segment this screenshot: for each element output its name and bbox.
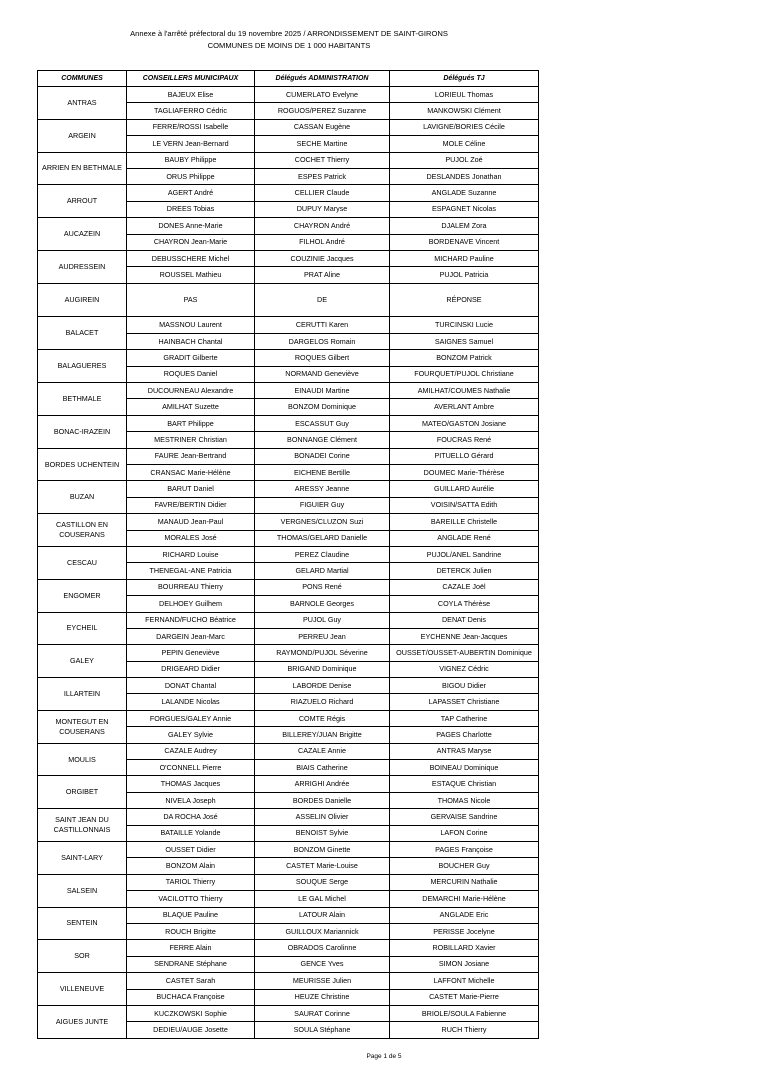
delegue-tj-cell: VOISIN/SATTA Edith [390, 497, 539, 513]
commune-cell: ARGEIN [38, 119, 127, 152]
page-number: Page 1 de 5 [366, 1053, 402, 1060]
conseiller-cell: THENEGAL-ANE Patricia [127, 563, 255, 579]
table-row [38, 152, 539, 168]
delegue-administration-cell: GENCE Yves [255, 956, 390, 972]
delegue-tj-cell: LORIEUL Thomas [390, 87, 539, 103]
conseiller-cell: PEPIN Geneviève [127, 645, 255, 661]
delegue-administration-cell: LE GAL Michel [255, 891, 390, 907]
delegue-tj-cell: BORDENAVE Vincent [390, 234, 539, 250]
delegue-administration-cell: CELLIER Claude [255, 185, 390, 201]
conseiller-cell: BAUBY Philippe [127, 152, 255, 168]
delegue-administration-cell: SAURAT Corinne [255, 1005, 390, 1021]
conseiller-cell: DREES Tobias [127, 201, 255, 217]
delegue-tj-cell: RÉPONSE [390, 283, 539, 317]
conseiller-cell: AGERT André [127, 185, 255, 201]
delegue-administration-cell: DARGELOS Romain [255, 333, 390, 349]
conseiller-cell: LE VERN Jean-Bernard [127, 136, 255, 152]
delegue-administration-cell: SECHE Martine [255, 136, 390, 152]
delegue-administration-cell: COUZINIE Jacques [255, 250, 390, 266]
column-header-communes: COMMUNES [38, 71, 127, 87]
delegue-tj-cell: BIGOU Didier [390, 678, 539, 694]
table-row [38, 579, 539, 595]
delegue-administration-cell: ARRIGHI Andrée [255, 776, 390, 792]
conseiller-cell: TARIOL Thierry [127, 874, 255, 890]
delegue-tj-cell: ANTRAS Maryse [390, 743, 539, 759]
commune-cell: EYCHEIL [38, 612, 127, 645]
table-row [38, 350, 539, 366]
table-row [38, 514, 539, 530]
delegue-tj-cell: LAPASSET Christiane [390, 694, 539, 710]
delegue-tj-cell: ROBILLARD Xavier [390, 940, 539, 956]
delegue-tj-cell: AVERLANT Ambre [390, 399, 539, 415]
delegue-administration-cell: FIGUIER Guy [255, 497, 390, 513]
delegue-administration-cell: RAYMOND/PUJOL Séverine [255, 645, 390, 661]
delegue-tj-cell: DENAT Denis [390, 612, 539, 628]
delegue-tj-cell: ANGLADE René [390, 530, 539, 546]
delegue-administration-cell: DE [255, 283, 390, 317]
document-header [0, 28, 578, 52]
delegue-administration-cell: DUPUY Maryse [255, 201, 390, 217]
table-row [38, 940, 539, 956]
table-row [38, 710, 539, 726]
table-row [38, 87, 539, 103]
delegue-administration-cell: PERREU Jean [255, 628, 390, 644]
delegue-administration-cell: BORDES Danielle [255, 792, 390, 808]
delegue-tj-cell: TURCINSKI Lucie [390, 317, 539, 333]
conseiller-cell: BAJEUX Elise [127, 87, 255, 103]
table-row [38, 973, 539, 989]
delegue-administration-cell: BENOIST Sylvie [255, 825, 390, 841]
delegue-administration-cell: ARESSY Jeanne [255, 481, 390, 497]
commune-cell: SOR [38, 940, 127, 973]
delegue-tj-cell: BOINEAU Dominique [390, 760, 539, 776]
commune-cell: AIGUES JUNTE [38, 1005, 127, 1038]
commune-cell: BALAGUERES [38, 350, 127, 383]
delegue-tj-cell: PAGES Charlotte [390, 727, 539, 743]
table-row [38, 645, 539, 661]
conseiller-cell: GALEY Sylvie [127, 727, 255, 743]
conseiller-cell: KUCZKOWSKI Sophie [127, 1005, 255, 1021]
conseiller-cell: FAURE Jean-Bertrand [127, 448, 255, 464]
delegue-administration-cell: MEURISSE Julien [255, 973, 390, 989]
delegue-tj-cell: LAFFONT Michelle [390, 973, 539, 989]
delegue-administration-cell: COMTE Régis [255, 710, 390, 726]
table-row [38, 841, 539, 857]
column-header-delegues-tj: Délégués TJ [390, 71, 539, 87]
conseiller-cell: GRADIT Gilberte [127, 350, 255, 366]
conseiller-cell: FORGUES/GALEY Annie [127, 710, 255, 726]
conseiller-cell: CAZALE Audrey [127, 743, 255, 759]
delegue-tj-cell: THOMAS Nicole [390, 792, 539, 808]
delegue-administration-cell: COCHET Thierry [255, 152, 390, 168]
conseiller-cell: CHAYRON Jean-Marie [127, 234, 255, 250]
delegue-tj-cell: ANGLADE Suzanne [390, 185, 539, 201]
commune-cell: AUDRESSEIN [38, 250, 127, 283]
conseiller-cell: CASTET Sarah [127, 973, 255, 989]
delegue-tj-cell: BOUCHER Guy [390, 858, 539, 874]
delegue-tj-cell: BONZOM Patrick [390, 350, 539, 366]
delegue-tj-cell: DESLANDES Jonathan [390, 168, 539, 184]
delegue-administration-cell: ROQUES Gilbert [255, 350, 390, 366]
conseiller-cell: ROUCH Brigitte [127, 923, 255, 939]
table-row [38, 185, 539, 201]
delegue-tj-cell: DEMARCHI Marie-Hélène [390, 891, 539, 907]
delegue-administration-cell: LABORDE Denise [255, 678, 390, 694]
delegue-administration-cell: VERGNES/CLUZON Suzi [255, 514, 390, 530]
delegue-tj-cell: CAZALE Joël [390, 579, 539, 595]
conseiller-cell: THOMAS Jacques [127, 776, 255, 792]
delegue-administration-cell: CASSAN Eugène [255, 119, 390, 135]
conseiller-cell: BATAILLE Yolande [127, 825, 255, 841]
delegue-administration-cell: BRIGAND Dominique [255, 661, 390, 677]
delegue-tj-cell: PERISSE Jocelyne [390, 923, 539, 939]
delegue-tj-cell: FOUCRAS René [390, 432, 539, 448]
table-row [38, 874, 539, 890]
delegue-tj-cell: OUSSET/OUSSET-AUBERTIN Dominique [390, 645, 539, 661]
delegue-administration-cell: ESPES Patrick [255, 168, 390, 184]
delegue-tj-cell: DJALEM Zora [390, 218, 539, 234]
commune-cell: CASTILLON EN COUSERANS [38, 514, 127, 547]
conseiller-cell: BOURREAU Thierry [127, 579, 255, 595]
delegue-tj-cell: RUCH Thierry [390, 1022, 539, 1038]
delegue-tj-cell: TAP Catherine [390, 710, 539, 726]
commune-cell: AUGIREIN [38, 283, 127, 317]
delegue-tj-cell: PITUELLO Gérard [390, 448, 539, 464]
conseiller-cell: PAS [127, 283, 255, 317]
conseiller-cell: ROQUES Daniel [127, 366, 255, 382]
table-row [38, 907, 539, 923]
delegue-tj-cell: EYCHENNE Jean-Jacques [390, 628, 539, 644]
conseiller-cell: NIVELA Joseph [127, 792, 255, 808]
delegue-administration-cell: BONADEI Corine [255, 448, 390, 464]
commune-cell: ILLARTEIN [38, 678, 127, 711]
delegue-tj-cell: BAREILLE Christelle [390, 514, 539, 530]
commune-cell: BUZAN [38, 481, 127, 514]
conseiller-cell: FAVRE/BERTIN Didier [127, 497, 255, 513]
delegue-administration-cell: SOUQUE Serge [255, 874, 390, 890]
delegue-administration-cell: BIAIS Catherine [255, 760, 390, 776]
commune-cell: SAINT-LARY [38, 841, 127, 874]
table-row [38, 250, 539, 266]
conseiller-cell: CRANSAC Marie-Hélène [127, 465, 255, 481]
table-row [38, 612, 539, 628]
delegue-administration-cell: GELARD Martial [255, 563, 390, 579]
delegue-administration-cell: CUMERLATO Evelyne [255, 87, 390, 103]
conseiller-cell: HAINBACH Chantal [127, 333, 255, 349]
conseiller-cell: DA ROCHA José [127, 809, 255, 825]
delegue-tj-cell: PUJOL/ANEL Sandrine [390, 546, 539, 562]
table-row [38, 218, 539, 234]
delegue-administration-cell: CHAYRON André [255, 218, 390, 234]
delegue-administration-cell: CASTET Marie-Louise [255, 858, 390, 874]
delegue-tj-cell: COYLA Thérèse [390, 596, 539, 612]
delegue-tj-cell: ESTAQUE Christian [390, 776, 539, 792]
conseiller-cell: DELHOEY Guilhem [127, 596, 255, 612]
delegue-tj-cell: BRIOLE/SOULA Fabienne [390, 1005, 539, 1021]
conseiller-cell: DARGEIN Jean-Marc [127, 628, 255, 644]
delegue-administration-cell: NORMAND Geneviève [255, 366, 390, 382]
delegue-administration-cell: PEREZ Claudine [255, 546, 390, 562]
delegue-tj-cell: LAFON Corine [390, 825, 539, 841]
conseiller-cell: DONAT Chantal [127, 678, 255, 694]
delegue-administration-cell: THOMAS/GELARD Danielle [255, 530, 390, 546]
delegue-administration-cell: RIAZUELO Richard [255, 694, 390, 710]
table-row [38, 776, 539, 792]
commune-cell: CESCAU [38, 546, 127, 579]
delegue-administration-cell: BONNANGE Clément [255, 432, 390, 448]
conseiller-cell: DONES Anne-Marie [127, 218, 255, 234]
conseiller-cell: LALANDE Nicolas [127, 694, 255, 710]
table-body [38, 87, 539, 1039]
delegue-tj-cell: SAIGNES Samuel [390, 333, 539, 349]
delegue-tj-cell: MERCURIN Nathalie [390, 874, 539, 890]
commune-cell: BONAC-IRAZEIN [38, 415, 127, 448]
table-row [38, 415, 539, 431]
commune-cell: ENGOMER [38, 579, 127, 612]
conseiller-cell: ROUSSEL Mathieu [127, 267, 255, 283]
conseiller-cell: DRIGEARD Didier [127, 661, 255, 677]
conseiller-cell: BLAQUE Pauline [127, 907, 255, 923]
conseiller-cell: TAGLIAFERRO Cédric [127, 103, 255, 119]
conseiller-cell: BART Philippe [127, 415, 255, 431]
conseiller-cell: DEBUSSCHERE Michel [127, 250, 255, 266]
delegue-tj-cell: DOUMEC Marie-Thérèse [390, 465, 539, 481]
conseiller-cell: DUCOURNEAU Alexandre [127, 383, 255, 399]
table-row [38, 383, 539, 399]
delegue-administration-cell: SOULA Stéphane [255, 1022, 390, 1038]
delegue-administration-cell: FILHOL André [255, 234, 390, 250]
delegue-tj-cell: ESPAGNET Nicolas [390, 201, 539, 217]
commune-cell: VILLENEUVE [38, 973, 127, 1006]
delegue-tj-cell: DETERCK Julien [390, 563, 539, 579]
conseiller-cell: RICHARD Louise [127, 546, 255, 562]
table-row [38, 317, 539, 333]
commune-cell: ARROUT [38, 185, 127, 218]
table-row [38, 546, 539, 562]
commune-cell: ARRIEN EN BETHMALE [38, 152, 127, 185]
commune-cell: ANTRAS [38, 87, 127, 120]
conseiller-cell: SENDRANE Stéphane [127, 956, 255, 972]
commune-cell: BORDES UCHENTEIN [38, 448, 127, 481]
delegue-administration-cell: OBRADOS Carolinne [255, 940, 390, 956]
delegue-tj-cell: AMILHAT/COUMES Nathalie [390, 383, 539, 399]
delegue-tj-cell: LAVIGNE/BORIES Cécile [390, 119, 539, 135]
delegue-tj-cell: MATEO/GASTON Josiane [390, 415, 539, 431]
conseiller-cell: MORALES José [127, 530, 255, 546]
header-line-1: Annexe à l'arrêté préfectoral du 19 novembre 2025 / ARRONDISSEMENT DE SAINT-GIRONS [130, 29, 448, 38]
delegue-tj-cell: SIMON Josiane [390, 956, 539, 972]
conseiller-cell: BONZOM Alain [127, 858, 255, 874]
delegue-tj-cell: GUILLARD Aurélie [390, 481, 539, 497]
delegue-tj-cell: PUJOL Zoé [390, 152, 539, 168]
table-row [38, 678, 539, 694]
commune-cell: GALEY [38, 645, 127, 678]
delegue-tj-cell: VIGNEZ Cédric [390, 661, 539, 677]
delegue-administration-cell: LATOUR Alain [255, 907, 390, 923]
column-header-delegues-administration: Délégués ADMINISTRATION [255, 71, 390, 87]
delegue-administration-cell: BARNOLE Georges [255, 596, 390, 612]
commune-cell: BETHMALE [38, 383, 127, 416]
delegue-tj-cell: PUJOL Patricia [390, 267, 539, 283]
delegue-administration-cell: EICHENE Bertille [255, 465, 390, 481]
conseiller-cell: AMILHAT Suzette [127, 399, 255, 415]
delegue-tj-cell: MOLE Céline [390, 136, 539, 152]
conseiller-cell: MANAUD Jean-Paul [127, 514, 255, 530]
delegue-tj-cell: MANKOWSKI Clément [390, 103, 539, 119]
column-header-conseillers: CONSEILLERS MUNICIPAUX [127, 71, 255, 87]
delegates-table [37, 70, 539, 1039]
delegue-administration-cell: CERUTTI Karen [255, 317, 390, 333]
delegue-tj-cell: FOURQUET/PUJOL Christiane [390, 366, 539, 382]
conseiller-cell: MESTRINER Christian [127, 432, 255, 448]
commune-cell: ORGIBET [38, 776, 127, 809]
conseiller-cell: ORUS Philippe [127, 168, 255, 184]
conseiller-cell: FERNAND/FUCHO Béatrice [127, 612, 255, 628]
delegue-administration-cell: EINAUDI Martine [255, 383, 390, 399]
table-row [38, 119, 539, 135]
commune-cell: MONTEGUT EN COUSERANS [38, 710, 127, 743]
table-row [38, 1005, 539, 1021]
commune-cell: SALSEIN [38, 874, 127, 907]
header-line-2: COMMUNES DE MOINS DE 1 000 HABITANTS [207, 41, 371, 50]
commune-cell: BALACET [38, 317, 127, 350]
delegue-administration-cell: ASSELIN Olivier [255, 809, 390, 825]
table-row [38, 481, 539, 497]
delegue-tj-cell: GERVAISE Sandrine [390, 809, 539, 825]
delegue-administration-cell: PUJOL Guy [255, 612, 390, 628]
table-row [38, 283, 539, 317]
delegue-tj-cell: PAGES Françoise [390, 841, 539, 857]
table-header-row [38, 71, 539, 87]
delegue-tj-cell: MICHARD Pauline [390, 250, 539, 266]
conseiller-cell: VACILOTTO Thierry [127, 891, 255, 907]
delegue-administration-cell: PRAT Aline [255, 267, 390, 283]
delegue-administration-cell: HEUZE Christine [255, 989, 390, 1005]
conseiller-cell: BUCHACA Françoise [127, 989, 255, 1005]
conseiller-cell: FERRE/ROSSI Isabelle [127, 119, 255, 135]
commune-cell: SENTEIN [38, 907, 127, 940]
table-row [38, 809, 539, 825]
commune-cell: MOULIS [38, 743, 127, 776]
commune-cell: SAINT JEAN DU CASTILLONNAIS [38, 809, 127, 842]
delegue-administration-cell: ROGUOS/PEREZ Suzanne [255, 103, 390, 119]
delegue-administration-cell: CAZALE Annie [255, 743, 390, 759]
delegue-administration-cell: GUILLOUX Mariannick [255, 923, 390, 939]
table-row [38, 448, 539, 464]
conseiller-cell: DEDIEU/AUGE Josette [127, 1022, 255, 1038]
delegue-administration-cell: BONZOM Dominique [255, 399, 390, 415]
table-row [38, 743, 539, 759]
conseiller-cell: O'CONNELL Pierre [127, 760, 255, 776]
commune-cell: AUCAZEIN [38, 218, 127, 251]
delegue-administration-cell: BILLEREY/JUAN Brigitte [255, 727, 390, 743]
conseiller-cell: BARUT Daniel [127, 481, 255, 497]
delegue-tj-cell: CASTET Marie-Pierre [390, 989, 539, 1005]
conseiller-cell: FERRE Alain [127, 940, 255, 956]
conseiller-cell: OUSSET Didier [127, 841, 255, 857]
delegue-tj-cell: ANGLADE Eric [390, 907, 539, 923]
delegue-administration-cell: PONS René [255, 579, 390, 595]
delegue-administration-cell: BONZOM Ginette [255, 841, 390, 857]
delegue-administration-cell: ESCASSUT Guy [255, 415, 390, 431]
conseiller-cell: MASSNOU Laurent [127, 317, 255, 333]
